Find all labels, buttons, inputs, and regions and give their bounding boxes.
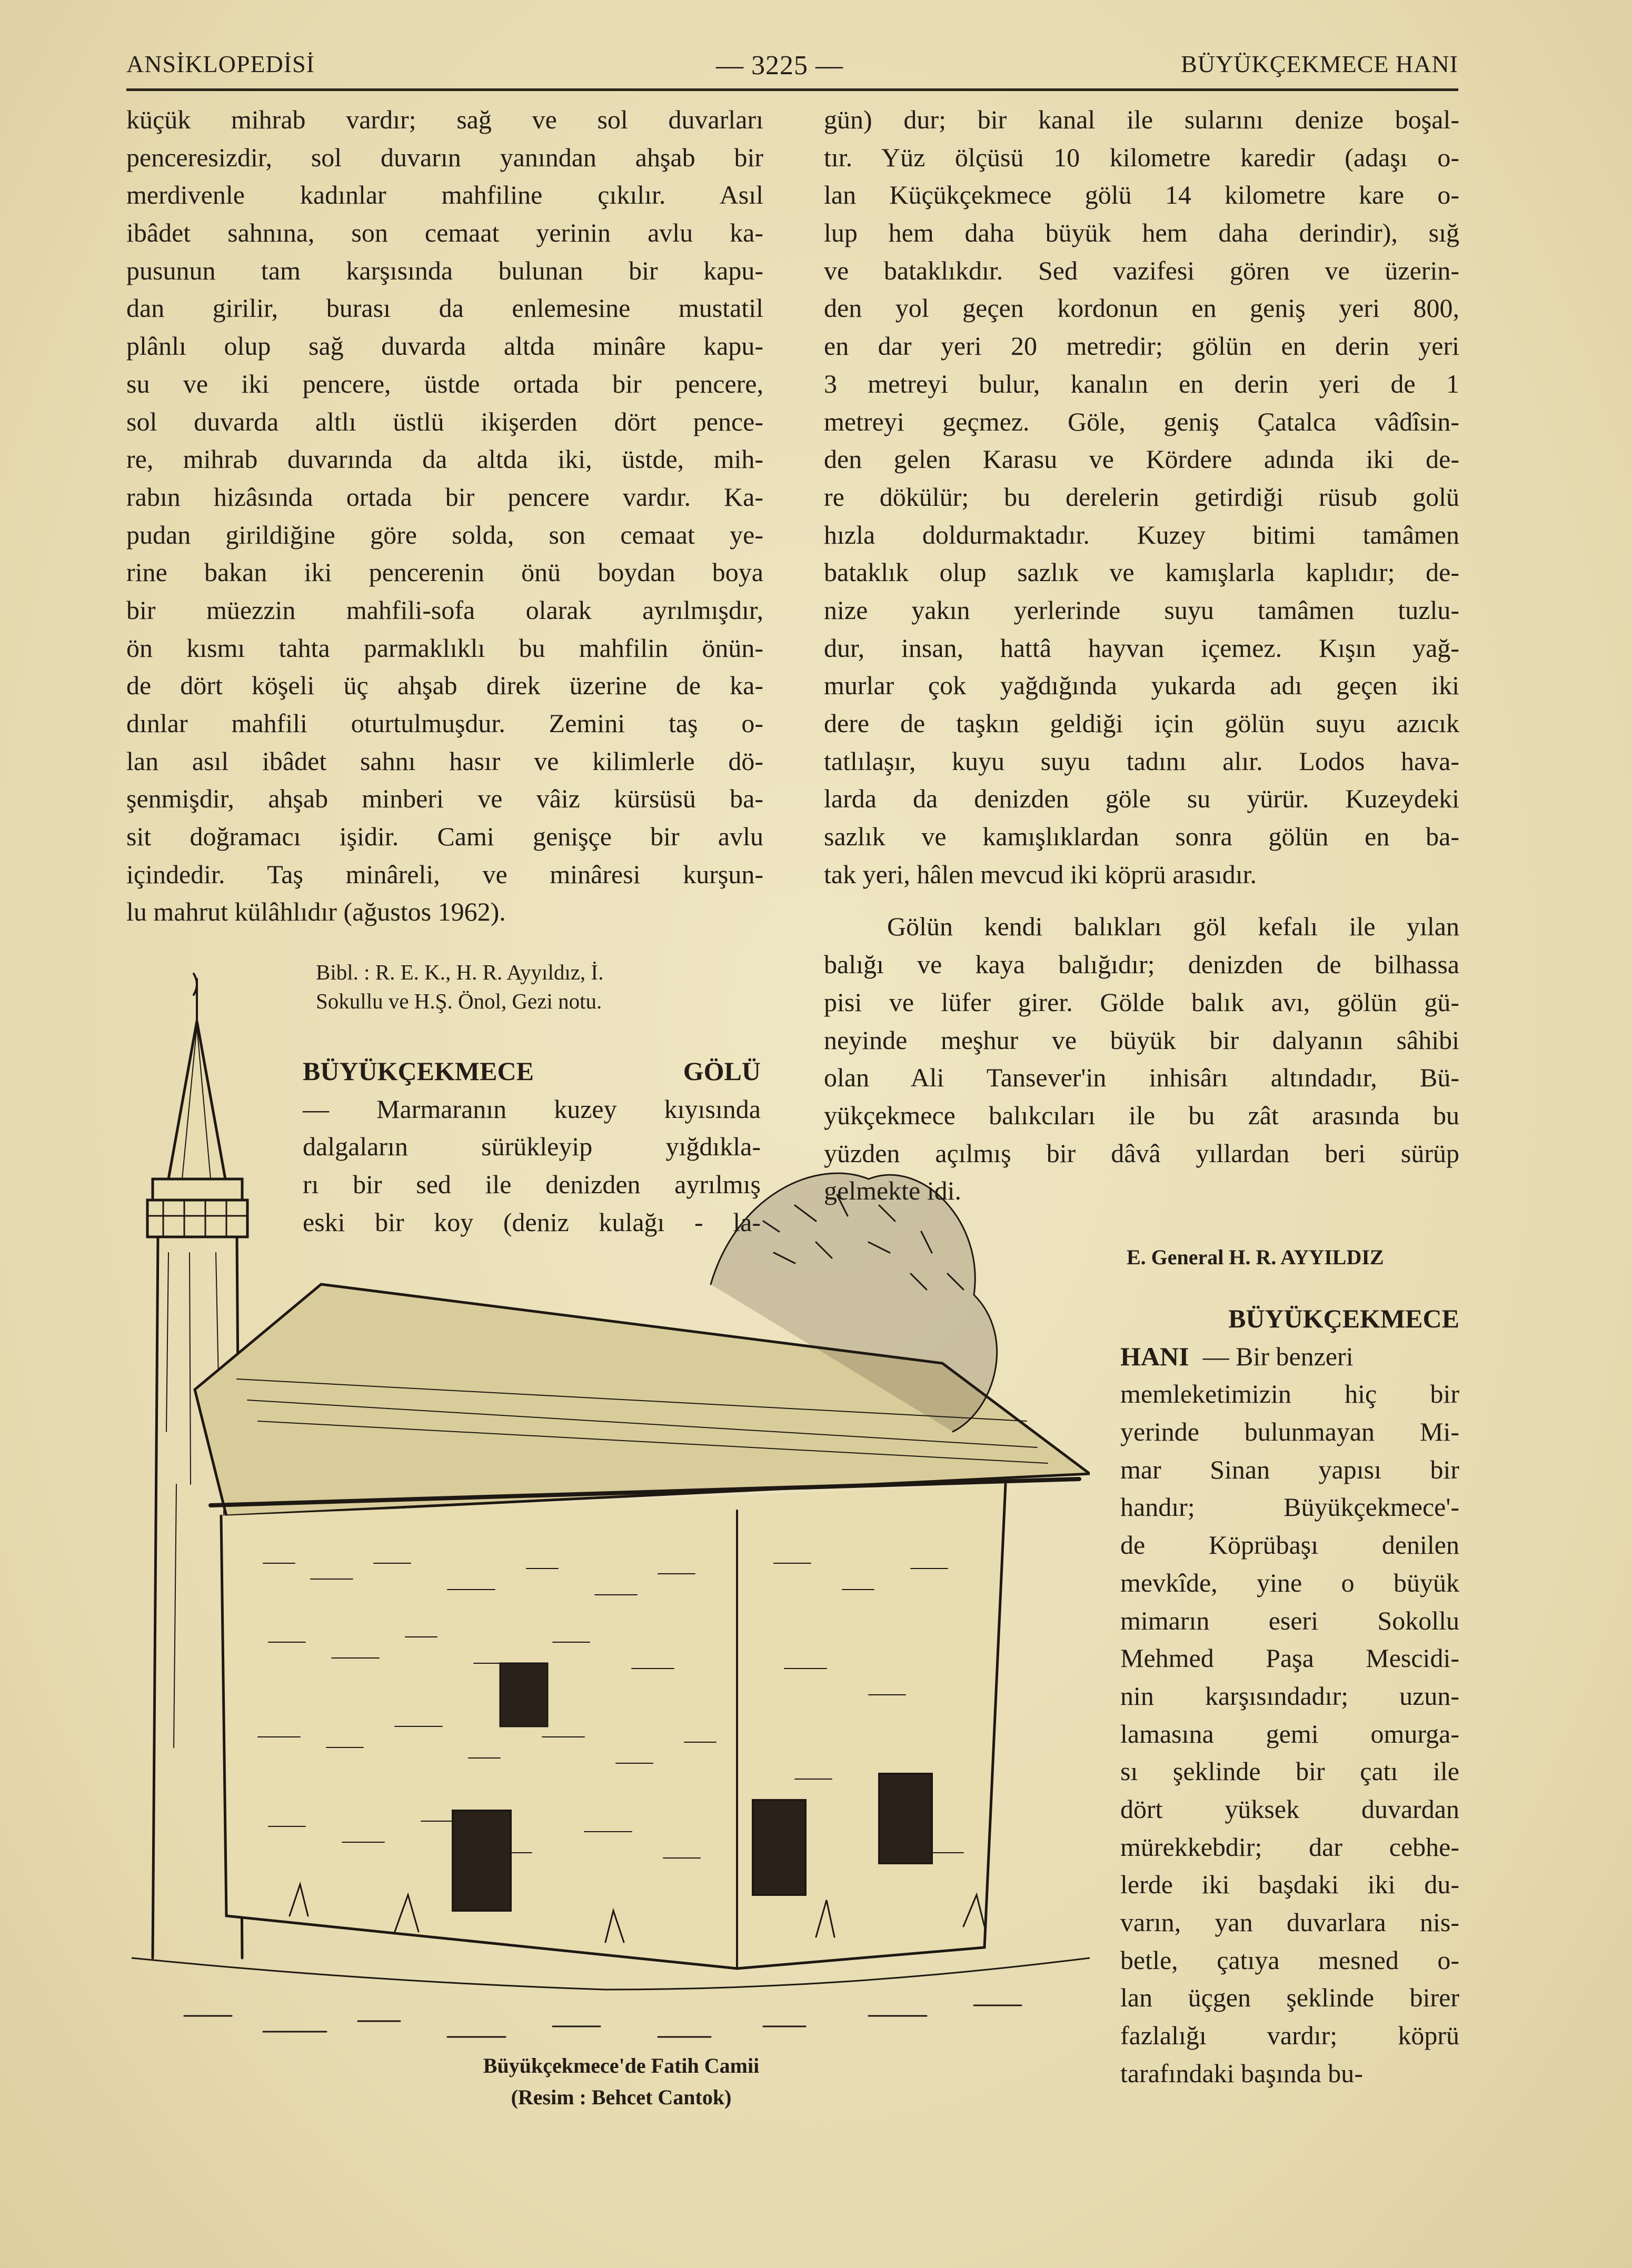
caption-title: Büyükçekmece'de Fatih Camii [483,2054,760,2077]
hani-text-line: mevkîde, yine o büyük [1120,1567,1459,1597]
right-text-line: lup hem daha büyük hem daha derindir), sığ [824,218,1459,248]
hani-text-line: varın, yan duvarlara nis- [1120,1907,1459,1937]
right-text-line: olan Ali Tansever'in inhisârı altındadır, Bü- [824,1063,1459,1093]
hani-text-line: nin karşısındadır; uzun- [1120,1681,1459,1711]
left-text-line: rabın hizâsında ortada bir pencere vardır. Ka- [126,482,763,512]
golu-heading: BÜYÜKÇEKMECE GÖLÜ [303,1056,761,1086]
right-text-line: balığı ve kaya balığıdır; denizden de bilhassa [824,950,1459,980]
hani-text-fragment: — Bir benzeri [1202,1341,1354,1371]
right-text-line: tır. Yüz ölçüsü 10 kilometre karedir (adaşı o- [824,142,1459,172]
right-text-line: sazlık ve kamışlıklardan sonra gölün en ba- [824,822,1459,852]
bibliography-line: Bibl. : R. E. K., H. R. Ayyıldız, İ. [316,960,604,984]
right-text-line: bataklık olup sazlık ve kamışlarla kaplıdır; de- [824,557,1459,587]
right-text-line: dur, insan, hattâ hayvan içemez. Kışın yağ- [824,633,1459,663]
left-text-line: küçük mihrab vardır; sağ ve sol duvarları [126,105,763,134]
left-text-line: lan asıl ibâdet sahnı hasır ve kilimlerle dö- [126,746,763,776]
hani-text-line: lamasına gemi omurga- [1120,1719,1459,1749]
hani-entry [1120,1300,1459,2092]
left-text-line: sit doğramacı işidir. Cami genişçe bir avlu [126,822,763,852]
right-text-line: gelmekte idi. [824,1176,962,1206]
header-left-title: ANSİKLOPEDİSİ [126,51,315,77]
right-text-line: larda da denizden göle su yürür. Kuzeydeki [824,784,1459,814]
right-text-line: yükçekmece balıkcıları ile bu zât arasında bu [824,1100,1459,1130]
right-text-line: dere de taşkın geldiği için gölün suyu azıcık [824,708,1459,738]
right-text-line: 3 metreyi bulur, kanalın en derin yeri de 1 [824,368,1459,398]
hani-text-line: sı şeklinde bir çatı ile [1120,1756,1459,1786]
golu-text-line: eski bir koy (deniz kulağı - la- [303,1207,761,1237]
hani-text-line: tarafındaki başında bu- [1120,2058,1363,2088]
hani-heading: BÜYÜKÇEKMECE [1228,1304,1459,1333]
left-text-line: ön kısmı tahta parmaklıklı bu mahfilin önün- [126,633,763,663]
right-text-line: tatlılaşır, kuyu suyu tadını alır. Lodos hava- [824,746,1459,776]
left-text-line: re, mihrab duvarında da altda iki, üstde, mih- [126,444,763,474]
hani-text-line: lerde iki başdaki iki du- [1120,1870,1459,1900]
hani-text-line: memleketimizin hiç bir [1120,1379,1459,1409]
header-right-title: BÜYÜKÇEKMECE HANI [1181,51,1458,77]
left-text-line: su ve iki pencere, üstde ortada bir pencere, [126,368,763,398]
hani-text-line: lan üçgen şeklinde birer [1120,1983,1459,2013]
left-text-line: pusunun tam karşısında bulunan bir kapu- [126,255,763,285]
right-text-line: en dar yeri 20 metredir; gölün en derin yeri [824,331,1459,361]
figure-caption [421,2050,821,2113]
right-text-line: pisi ve lüfer girer. Gölde balık avı, gölün gü- [824,987,1459,1017]
golu-text-line: dalgaların sürükleyip yığdıkla- [303,1132,761,1162]
left-text-line: penceresizdir, sol duvarın yanından ahşab bir [126,142,763,172]
right-text-line: lan Küçükçekmece gölü 14 kilometre kare o- [824,180,1459,210]
right-text-line: den gelen Karasu ve Kördere adında iki de- [824,444,1459,474]
hani-text-line: handır; Büyükçekmece'- [1120,1492,1459,1522]
left-text-line: şenmişdir, ahşab minberi ve vâiz kürsüsü ba- [126,784,763,814]
right-text-line: hızla doldurmaktadır. Kuzey bitimi tamâmen [824,519,1459,549]
left-text-line: pudan girildiğine göre solda, son cemaat ye- [126,519,763,549]
left-text-line: lu mahrut külâhlıdır (ağustos 1962). [126,897,506,927]
left-text-line: bir müezzin mahfili-sofa olarak ayrılmışdır, [126,595,763,625]
left-text-line: sol duvarda altlı üstlü ikişerden dört pence- [126,406,763,436]
page-number: — 3225 — [716,51,843,81]
right-text-line: re dökülür; bu derelerin getirdiği rüsub golü [824,482,1459,512]
right-text-line: tak yeri, hâlen mevcud iki köprü arasıdır. [824,859,1257,889]
left-column-text [126,101,763,931]
right-text-line: Gölün kendi balıkları göl kefalı ile yılan [887,912,1459,942]
hani-text-line: de Köprübaşı denilen [1120,1530,1459,1560]
bibliography-line: Sokullu ve H.Ş. Önol, Gezi notu. [316,989,602,1013]
right-text-line: metreyi geçmez. Göle, geniş Çatalca vâdîsin- [824,406,1459,436]
caption-credit: (Resim : Behcet Cantok) [511,2085,732,2109]
left-text-line: rine bakan iki pencerenin önü boydan boya [126,557,763,587]
left-text-line: ibâdet sahnına, son cemaat yerinin avlu ka- [126,218,763,248]
right-text-line: nize yakın yerlerinde suyu tamâmen tuzlu- [824,595,1459,625]
hani-text-line: Mehmed Paşa Mescidi- [1120,1643,1459,1673]
right-text-line: den yol geçen kordonun en geniş yeri 800, [824,293,1459,323]
hani-heading-word: HANI [1120,1341,1189,1371]
left-text-line: içindedir. Taş minâreli, ve minâresi kurşun- [126,859,763,889]
golu-text-line: rı bir sed ile denizden ayrılmış [303,1170,761,1200]
hani-text-line: yerinde bulunmayan Mi- [1120,1417,1459,1447]
right-text-line: neyinde meşhur ve büyük bir dalyanın sâhibi [824,1025,1459,1055]
hani-text-line [1120,1338,1459,1376]
left-text-line: plânlı olup sağ duvarda altda minâre kapu- [126,331,763,361]
left-text-line: de dört köşeli üç ahşab direk üzerine de ka- [126,671,763,701]
hani-text-line: mimarın eseri Sokollu [1120,1605,1459,1635]
paragraph-gap [824,893,1459,908]
right-text-line: yüzden açılmış bir dâvâ yıllardan beri sürüp [824,1138,1459,1168]
right-text-line: gün) dur; bir kanal ile sularını denize boşal- [824,105,1459,134]
running-header [0,50,1632,87]
mosque-illustration [132,958,1090,2058]
hani-text-line: mürekkebdir; dar cebhe- [1120,1832,1459,1862]
left-text-line: merdivenle kadınlar mahfiline çıkılır. Asıl [126,180,763,210]
left-text-line: dınlar mahfili oturtulmuşdur. Zemini taş o- [126,708,763,738]
hani-text-line: fazlalığı vardır; köprü [1120,2021,1459,2051]
right-text-line: murlar çok yağdığında yukarda adı geçen iki [824,671,1459,701]
hani-text-line: dört yüksek duvardan [1120,1794,1459,1824]
header-rule [126,88,1458,91]
golu-text-line: — Marmaranın kuzey kıyısında [303,1094,761,1124]
left-text-line: dan girilir, burası da enlemesine mustatil [126,293,763,323]
hani-text-line: mar Sinan yapısı bir [1120,1454,1459,1484]
right-text-line: ve bataklıkdır. Sed vazifesi gören ve üzerin- [824,255,1459,285]
hani-text-line: betle, çatıya mesned o- [1120,1945,1459,1975]
author-byline: E. General H. R. AYYILDIZ [1127,1245,1384,1269]
